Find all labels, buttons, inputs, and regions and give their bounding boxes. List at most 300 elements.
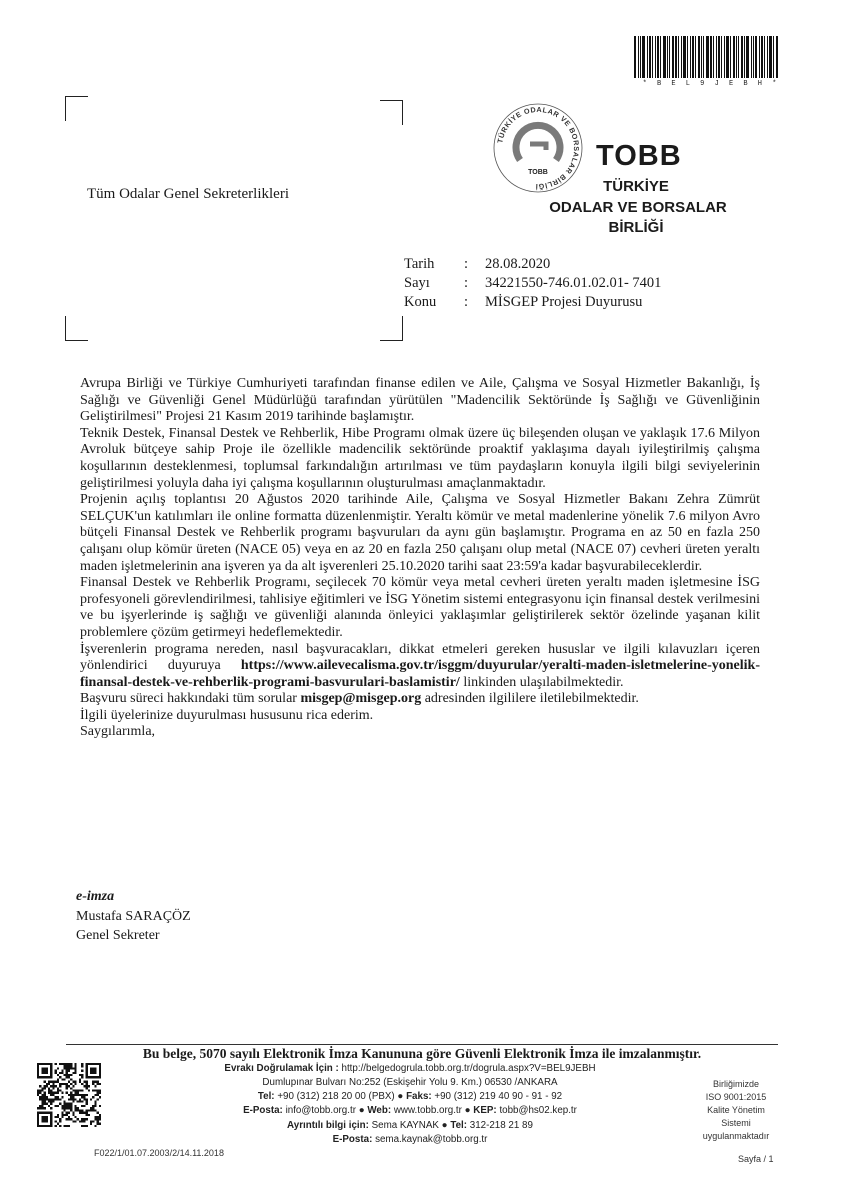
qr-module <box>94 1081 96 1083</box>
qr-module <box>44 1096 46 1098</box>
qr-module <box>81 1112 83 1114</box>
qr-module <box>99 1123 101 1125</box>
qr-module <box>55 1092 57 1094</box>
qr-module <box>90 1098 92 1100</box>
qr-module <box>66 1092 68 1094</box>
qr-module <box>72 1114 74 1116</box>
qr-module <box>83 1081 85 1083</box>
qr-module <box>81 1074 83 1076</box>
barcode-bar <box>657 36 659 78</box>
qr-module <box>61 1114 63 1116</box>
qr-module <box>48 1105 50 1107</box>
qr-module <box>97 1092 99 1094</box>
qr-module <box>75 1098 77 1100</box>
qr-module <box>61 1078 63 1080</box>
iso-line: Birliğimizde <box>712 1079 759 1089</box>
footer-verify-line <box>180 1063 640 1074</box>
qr-module <box>90 1120 92 1122</box>
qr-module <box>44 1087 46 1089</box>
qr-module <box>55 1116 57 1118</box>
barcode-bar <box>730 36 731 78</box>
qr-module <box>68 1103 70 1105</box>
paragraph: Projenin açılış toplantısı 20 Ağustos 2020 tarihinde Aile, Çalışma ve Sosyal Hizmetler Bakanı Zehra Zümrüt SELÇUK'un katılımları ile online formatta düzenlenmiştir. Yeraltı kömür ve metal madenlerine yönelik 7.6 milyon Avro bütçeli Finansal Destek ve Rehberlik programı başvuruları da aynı gün başlamıştır. Programa en az 50 en fazla 250 çalışanı olup kömür üreten (NACE 05) veya en az 20 en fazla 250 çalışanı olup metal (NACE 07) cevheri üreten yeraltı maden işletmelerinin ana işveren ya da alt işverenleri 25.10.2020 tarihi saat 23:59'a kadar başvurabileceklerdir. <box>80 492 760 574</box>
qr-module <box>50 1107 52 1109</box>
qr-module <box>68 1112 70 1114</box>
qr-module <box>99 1092 101 1094</box>
qr-module <box>41 1105 43 1107</box>
qr-module <box>72 1085 74 1087</box>
qr-module <box>83 1096 85 1098</box>
qr-module <box>90 1123 92 1125</box>
qr-module <box>72 1067 74 1069</box>
barcode-bar <box>634 36 636 78</box>
qr-module <box>39 1098 41 1100</box>
announcement-link[interactable]: https://www.ailevecalisma.gov.tr/isggm/duyurular/yeralti-maden-isletmelerine-yonelik-finansal-destek-ve-rehberlik-programi-basvurulari-baslamistir/ <box>80 658 760 690</box>
qr-module <box>68 1081 70 1083</box>
footer-label: Ayrıntılı bilgi için: <box>287 1120 369 1131</box>
qr-module <box>44 1103 46 1105</box>
qr-module <box>66 1074 68 1076</box>
qr-module <box>86 1081 88 1083</box>
qr-module <box>81 1118 83 1120</box>
footer-contact-line: E-Posta: info@tobb.org.tr ● Web: www.tobb.org.tr ● KEP: tobb@hs02.kep.tr <box>243 1105 577 1116</box>
qr-module <box>72 1072 74 1074</box>
qr-module <box>55 1096 57 1098</box>
barcode-bar <box>638 36 639 78</box>
qr-module <box>61 1072 63 1074</box>
seal-ring-text: TÜRKİYE ODALAR VE BORSALAR BİRLİĞİ <box>495 104 582 192</box>
qr-module <box>68 1105 70 1107</box>
address-bracket-top-left <box>65 96 88 121</box>
org-name-line: ODALAR VE BORSALAR <box>549 199 727 216</box>
footer-phone-line: Tel: +90 (312) 218 20 00 (PBX) ● Faks: +90 (312) 219 40 90 - 91 - 92 <box>257 1091 563 1102</box>
qr-module <box>83 1112 85 1114</box>
qr-module <box>75 1067 77 1069</box>
qr-module <box>66 1076 68 1078</box>
paragraph: Finansal Destek ve Rehberlik Programı, seçilecek 70 kömür veya metal cevheri üreten yeraltı maden işletmesine İSG profesyoneli görevlendirilmesi, tahlisiye eğitimleri ve İSG Yönetim sistemi entegrasyonu için finansal destek verilmesini ve bu işyerlerinde iş sağlığı ve güvenliği alanında önleyici yaklaşımlar geliştirilerek sektör özelinde yaşanan kilit problemlere çözüm getirmeyi hedeflemektedir. <box>80 575 760 640</box>
paragraph-text: İşverenlerin programa nereden, nasıl başvuracakları, dikkat etmeleri gereken hususlar ve ilgili kılavuzları içeren yönlendirici duyuruya <box>80 641 760 674</box>
qr-module <box>70 1118 72 1120</box>
barcode-bar <box>652 36 653 78</box>
qr-module <box>94 1125 96 1127</box>
qr-module <box>41 1094 43 1096</box>
qr-module <box>79 1089 81 1091</box>
footer-label: E-Posta: <box>332 1134 373 1145</box>
qr-module <box>75 1070 77 1072</box>
qr-module <box>63 1114 65 1116</box>
qr-module <box>68 1094 70 1096</box>
footer-label: Tel: <box>257 1091 275 1102</box>
barcode-bar <box>746 36 749 78</box>
qr-module <box>83 1105 85 1107</box>
iso-line: Kalite Yönetim <box>707 1105 765 1115</box>
qr-module <box>70 1109 72 1111</box>
qr-module <box>72 1098 74 1100</box>
qr-module <box>39 1092 41 1094</box>
paragraph <box>80 691 760 708</box>
footer-label: E-Posta: <box>243 1105 283 1116</box>
qr-module <box>68 1107 70 1109</box>
barcode-bar <box>721 36 722 78</box>
qr-module <box>59 1085 61 1087</box>
qr-module <box>66 1072 68 1074</box>
qr-module <box>75 1065 77 1067</box>
qr-module <box>41 1101 43 1103</box>
barcode-bar <box>716 36 717 78</box>
barcode-bar <box>660 36 661 78</box>
qr-module <box>57 1116 59 1118</box>
barcode-bar <box>726 36 729 78</box>
barcode-bar <box>681 36 682 78</box>
qr-module <box>99 1105 101 1107</box>
footer-label: KEP: <box>473 1105 497 1116</box>
qr-module <box>94 1109 96 1111</box>
qr-module <box>94 1103 96 1105</box>
qr-module <box>59 1118 61 1120</box>
qr-module <box>77 1109 79 1111</box>
qr-module <box>92 1089 94 1091</box>
qr-module <box>99 1096 101 1098</box>
qr-module <box>59 1063 61 1065</box>
qr-module <box>61 1116 63 1118</box>
footer-detail-email <box>180 1134 640 1145</box>
barcode-bar <box>663 36 666 78</box>
qr-module <box>70 1092 72 1094</box>
qr-module <box>83 1094 85 1096</box>
barcode-bar <box>675 36 677 78</box>
qr-module <box>68 1070 70 1072</box>
qr-module <box>41 1089 43 1091</box>
contact-email-link[interactable]: misgep@misgep.org <box>300 691 422 707</box>
signer-name: Mustafa SARAÇÖZ <box>76 909 191 924</box>
qr-module <box>59 1125 61 1127</box>
qr-module <box>66 1065 68 1067</box>
qr-module <box>99 1118 101 1120</box>
qr-module <box>70 1103 72 1105</box>
qr-module <box>75 1089 77 1091</box>
barcode-bar <box>710 36 712 78</box>
qr-module <box>57 1092 59 1094</box>
qr-module <box>75 1107 77 1109</box>
qr-module <box>86 1118 88 1120</box>
barcode-bar <box>655 36 656 78</box>
qr-module <box>86 1125 88 1127</box>
svg-text:TÜRKİYE ODALAR VE BORSALAR BİR <box>495 105 581 191</box>
qr-module <box>81 1109 83 1111</box>
org-name-line: BİRLİĞİ <box>608 219 664 236</box>
barcode-bar <box>761 36 763 78</box>
qr-module <box>66 1103 68 1105</box>
qr-module <box>70 1096 72 1098</box>
qr-module <box>50 1103 52 1105</box>
qr-module <box>81 1101 83 1103</box>
qr-module <box>63 1078 65 1080</box>
barcode <box>634 36 784 78</box>
qr-module <box>57 1078 59 1080</box>
qr-module <box>66 1114 68 1116</box>
qr-module <box>61 1096 63 1098</box>
meta-label: Konu <box>404 294 437 310</box>
barcode-bar <box>690 36 691 78</box>
qr-module <box>72 1101 74 1103</box>
qr-finder <box>41 1116 48 1123</box>
qr-module <box>70 1067 72 1069</box>
qr-module <box>81 1076 83 1078</box>
barcode-bar <box>755 36 757 78</box>
qr-module <box>37 1089 39 1091</box>
qr-module <box>70 1098 72 1100</box>
qr-module <box>57 1123 59 1125</box>
qr-module <box>68 1065 70 1067</box>
qr-module <box>57 1114 59 1116</box>
qr-module <box>81 1089 83 1091</box>
qr-module <box>37 1107 39 1109</box>
qr-module <box>68 1116 70 1118</box>
qr-module <box>55 1070 57 1072</box>
footer-label: Evrakı Doğrulamak İçin : <box>224 1063 339 1074</box>
qr-module <box>66 1087 68 1089</box>
qr-module <box>86 1085 88 1087</box>
qr-module <box>66 1067 68 1069</box>
qr-module <box>86 1109 88 1111</box>
qr-module <box>97 1094 99 1096</box>
qr-module <box>63 1105 65 1107</box>
barcode-bar <box>764 36 765 78</box>
qr-module <box>88 1089 90 1091</box>
footer-divider <box>66 1044 778 1045</box>
qr-module <box>77 1092 79 1094</box>
qr-module <box>97 1118 99 1120</box>
qr-module <box>70 1094 72 1096</box>
footer-web-link[interactable]: www.tobb.org.tr <box>393 1105 462 1116</box>
meta-label: Sayı <box>404 275 430 291</box>
qr-module <box>52 1101 54 1103</box>
barcode-bar <box>647 36 648 78</box>
qr-module <box>81 1063 83 1065</box>
qr-module <box>68 1063 70 1065</box>
qr-module <box>41 1107 43 1109</box>
footer-email-link[interactable]: info@tobb.org.tr <box>285 1105 356 1116</box>
qr-module <box>57 1074 59 1076</box>
meta-label: Tarih <box>404 256 435 272</box>
qr-module <box>57 1089 59 1091</box>
qr-module <box>39 1085 41 1087</box>
qr-module <box>86 1103 88 1105</box>
qr-module <box>83 1118 85 1120</box>
qr-module <box>46 1096 48 1098</box>
qr-module <box>70 1107 72 1109</box>
qr-module <box>83 1098 85 1100</box>
qr-module <box>97 1116 99 1118</box>
qr-module <box>94 1105 96 1107</box>
footer-label: Faks: <box>406 1091 432 1102</box>
qr-module <box>55 1105 57 1107</box>
qr-module <box>46 1085 48 1087</box>
footer-value: +90 (312) 219 40 90 - 91 - 92 <box>434 1091 563 1102</box>
qr-module <box>79 1098 81 1100</box>
letter-body <box>80 376 760 741</box>
barcode-bar <box>741 36 743 78</box>
qr-module <box>50 1094 52 1096</box>
footer-label: Web: <box>367 1105 392 1116</box>
qr-module <box>57 1081 59 1083</box>
qr-module <box>79 1081 81 1083</box>
qr-module <box>75 1116 77 1118</box>
qr-module <box>61 1063 63 1065</box>
qr-module <box>55 1072 57 1074</box>
meta-value: 28.08.2020 <box>485 256 551 272</box>
qr-module <box>75 1083 77 1085</box>
qr-module <box>59 1089 61 1091</box>
qr-module <box>55 1085 57 1087</box>
qr-module <box>55 1098 57 1100</box>
qr-module <box>79 1101 81 1103</box>
qr-module <box>68 1074 70 1076</box>
barcode-bar <box>769 36 772 78</box>
barcode-bar <box>692 36 694 78</box>
qr-module <box>72 1112 74 1114</box>
tobb-name: TOBB <box>596 140 682 172</box>
barcode-bar <box>678 36 679 78</box>
qr-module <box>72 1120 74 1122</box>
qr-module <box>94 1101 96 1103</box>
qr-module <box>86 1098 88 1100</box>
barcode-bar <box>649 36 651 78</box>
barcode-bar <box>759 36 760 78</box>
iso-line: uygulanmaktadır <box>702 1131 770 1141</box>
footer-value: tobb@hs02.kep.tr <box>499 1105 577 1116</box>
qr-module <box>44 1092 46 1094</box>
barcode-bar <box>718 36 720 78</box>
qr-module <box>48 1098 50 1100</box>
qr-module <box>86 1094 88 1096</box>
qr-module <box>57 1098 59 1100</box>
verify-url-link[interactable]: http://belgedogrula.tobb.org.tr/dogrula.aspx?V=BEL9JEBH <box>341 1063 596 1074</box>
qr-module <box>75 1094 77 1096</box>
qr-module <box>81 1070 83 1072</box>
qr-module <box>50 1098 52 1100</box>
qr-module <box>92 1109 94 1111</box>
qr-module <box>41 1103 43 1105</box>
qr-module <box>70 1083 72 1085</box>
qr-module <box>81 1096 83 1098</box>
qr-module <box>66 1063 68 1065</box>
qr-module <box>41 1098 43 1100</box>
qr-module <box>79 1074 81 1076</box>
qr-module <box>72 1094 74 1096</box>
qr-module <box>39 1105 41 1107</box>
qr-module <box>86 1101 88 1103</box>
form-code: F022/1/01.07.2003/2/14.11.2018 <box>94 1148 224 1158</box>
qr-module <box>61 1107 63 1109</box>
qr-module <box>92 1081 94 1083</box>
barcode-bar <box>672 36 674 78</box>
meta-separator: : <box>464 294 469 310</box>
qr-module <box>70 1105 72 1107</box>
qr-module <box>61 1092 63 1094</box>
qr-module <box>75 1063 77 1065</box>
qr-module <box>61 1070 63 1072</box>
qr-module <box>59 1076 61 1078</box>
qr-module <box>77 1094 79 1096</box>
qr-module <box>44 1098 46 1100</box>
qr-module <box>61 1105 63 1107</box>
qr-module <box>79 1078 81 1080</box>
footer-value: 312-218 21 89 <box>469 1120 533 1131</box>
qr-module <box>63 1101 65 1103</box>
qr-module <box>55 1081 57 1083</box>
iso-line: ISO 9001:2015 <box>705 1092 767 1102</box>
qr-code <box>37 1063 101 1127</box>
qr-module <box>41 1096 43 1098</box>
qr-module <box>81 1105 83 1107</box>
qr-module <box>86 1083 88 1085</box>
qr-module <box>52 1094 54 1096</box>
qr-module <box>86 1087 88 1089</box>
qr-module <box>50 1101 52 1103</box>
qr-module <box>94 1094 96 1096</box>
qr-module <box>66 1085 68 1087</box>
footer-value: Sema KAYNAK <box>371 1120 439 1131</box>
qr-module <box>92 1083 94 1085</box>
address-bracket-bottom-left <box>65 316 88 341</box>
page-number: Sayfa / 1 <box>738 1154 774 1164</box>
qr-module <box>39 1096 41 1098</box>
qr-finder <box>41 1067 48 1074</box>
barcode-bar <box>701 36 702 78</box>
qr-module <box>57 1087 59 1089</box>
qr-module <box>52 1083 54 1085</box>
paragraph: Teknik Destek, Finansal Destek ve Rehberlik, Hibe Programı olmak üzere üç bileşenden oluşan ve yaklaşık 17.6 Milyon Avroluk bütçeye sahip Proje ile özellikle madencilik sektöründe proaktif yaklaşıma dayalı iyileştirilmiş çalışma koşullarının desteklenmesi, toplumsal farkındalığın artırılması ve tüm paydaşların konuyla ilgili bilgi seviyelerinin geliştirilmesi yoluyla daha iyi çalışma koşullarının oluşturulması amaçlanmaktadır. <box>80 425 760 491</box>
qr-module <box>97 1083 99 1085</box>
qr-module <box>75 1092 77 1094</box>
qr-module <box>70 1065 72 1067</box>
qr-module <box>68 1085 70 1087</box>
barcode-bar <box>640 36 641 78</box>
qr-module <box>92 1107 94 1109</box>
qr-module <box>94 1089 96 1091</box>
qr-module <box>70 1074 72 1076</box>
qr-module <box>63 1083 65 1085</box>
qr-module <box>48 1083 50 1085</box>
paragraph-text: adresinden ilgililere iletilebilmektedir. <box>421 691 639 707</box>
qr-module <box>37 1092 39 1094</box>
seal-inner-text: TOBB <box>528 169 548 176</box>
qr-module <box>88 1114 90 1116</box>
meta-value: MİSGEP Projesi Duyurusu <box>485 294 643 310</box>
qr-module <box>81 1120 83 1122</box>
barcode-bar <box>669 36 670 78</box>
barcode-bar <box>736 36 737 78</box>
qr-module <box>88 1109 90 1111</box>
qr-module <box>68 1125 70 1127</box>
qr-module <box>94 1085 96 1087</box>
barcode-bar <box>695 36 696 78</box>
tobb-seal-logo <box>490 100 586 196</box>
barcode-bar <box>687 36 688 78</box>
qr-module <box>57 1067 59 1069</box>
qr-module <box>70 1078 72 1080</box>
qr-module <box>68 1067 70 1069</box>
qr-module <box>75 1105 77 1107</box>
qr-module <box>99 1083 101 1085</box>
qr-module <box>50 1081 52 1083</box>
qr-module <box>48 1087 50 1089</box>
qr-module <box>92 1105 94 1107</box>
qr-module <box>97 1112 99 1114</box>
qr-module <box>63 1103 65 1105</box>
qr-module <box>72 1089 74 1091</box>
